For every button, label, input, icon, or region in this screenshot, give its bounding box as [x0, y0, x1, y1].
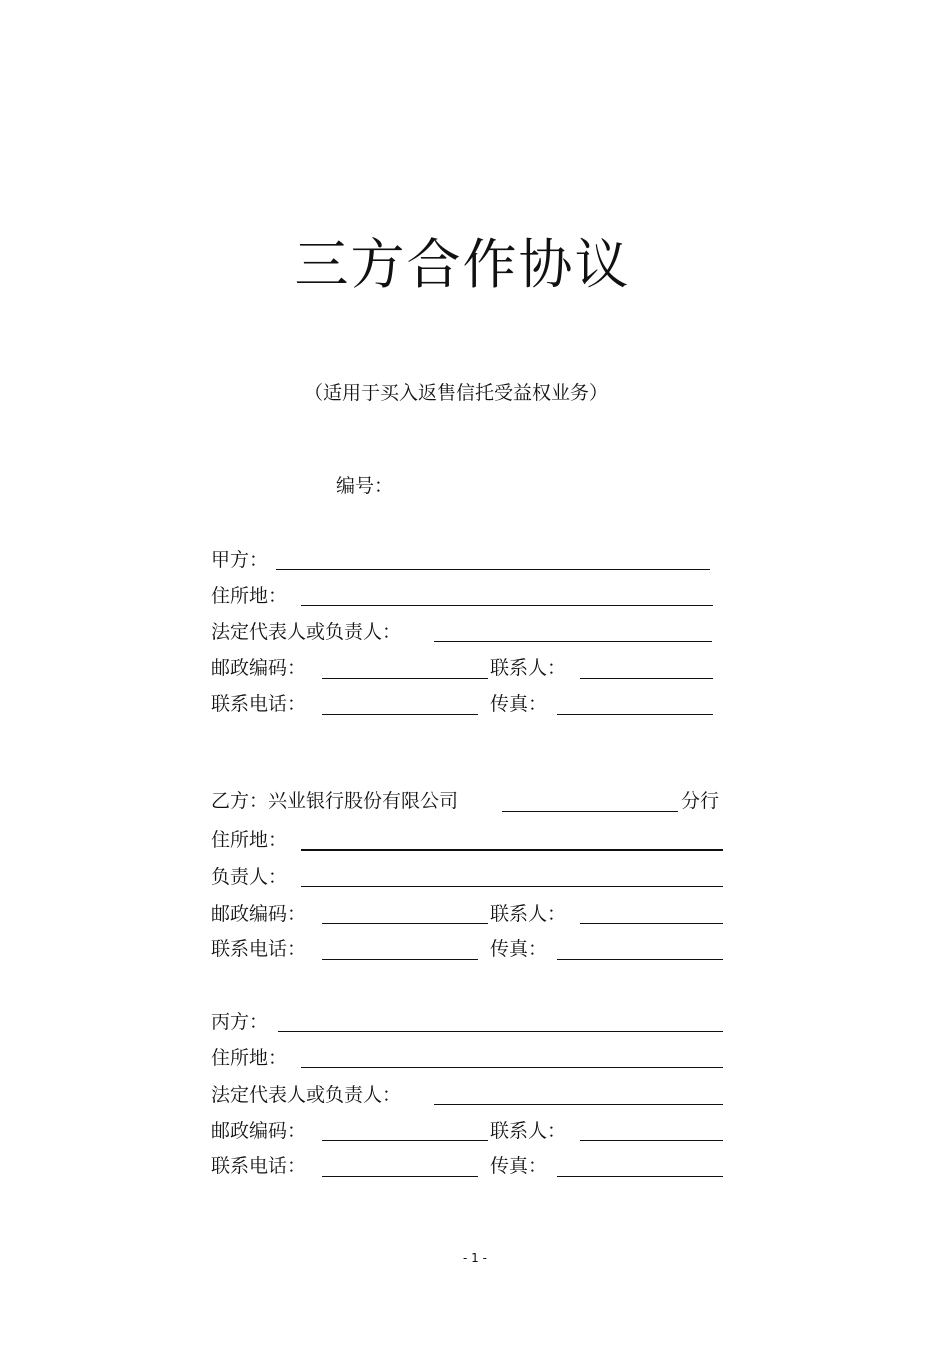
party-a-phone-label: 联系电话：: [211, 693, 307, 715]
party-a-contact-field[interactable]: [580, 678, 713, 679]
party-b-address-label: 住所地：: [211, 829, 288, 851]
party-c-name-label: 丙方：: [211, 1011, 269, 1033]
party-a-legal-rep-field[interactable]: [434, 641, 712, 642]
party-b-branch-suffix: 分行: [681, 790, 720, 812]
party-b-contact-label: 联系人：: [490, 903, 567, 925]
party-c-postcode-label: 邮政编码：: [211, 1120, 307, 1142]
party-c-legal-rep-field[interactable]: [434, 1104, 723, 1105]
party-a-fax-label: 传真：: [490, 693, 548, 715]
party-b-phone-label: 联系电话：: [211, 938, 307, 960]
party-b-contact-field[interactable]: [580, 923, 723, 924]
party-a-name-label: 甲方：: [211, 549, 269, 571]
party-b-postcode-label: 邮政编码：: [211, 903, 307, 925]
party-c-address-label: 住所地：: [211, 1047, 288, 1069]
party-c-address-field[interactable]: [301, 1067, 723, 1068]
party-b-postcode-field[interactable]: [322, 923, 488, 924]
party-c-phone-label: 联系电话：: [211, 1155, 307, 1177]
party-b-fax-field[interactable]: [557, 959, 723, 960]
party-c-contact-field[interactable]: [580, 1140, 723, 1141]
party-a-postcode-label: 邮政编码：: [211, 657, 307, 679]
party-c-contact-label: 联系人：: [490, 1120, 567, 1142]
party-b-phone-field[interactable]: [322, 959, 478, 960]
party-a-address-field[interactable]: [301, 605, 713, 606]
contract-number-label: 编号：: [336, 475, 394, 497]
party-a-postcode-field[interactable]: [322, 678, 488, 679]
party-b-address-field[interactable]: [301, 849, 723, 851]
party-b-responsible-label: 负责人：: [211, 866, 288, 888]
party-a-name-field[interactable]: [276, 569, 710, 570]
document-title: 三方合作协议: [294, 233, 631, 296]
party-b-fax-label: 传真：: [490, 938, 548, 960]
document-subtitle: （适用于买入返售信托受益权业务）: [303, 382, 608, 404]
party-c-legal-rep-label: 法定代表人或负责人：: [211, 1084, 402, 1106]
page-number: - 1 -: [463, 1251, 487, 1265]
party-a-fax-field[interactable]: [557, 714, 713, 715]
party-a-address-label: 住所地：: [211, 585, 288, 607]
party-c-name-field[interactable]: [278, 1031, 723, 1032]
party-b-name-label: 乙方：兴业银行股份有限公司: [211, 790, 459, 812]
party-c-phone-field[interactable]: [322, 1176, 478, 1177]
party-a-phone-field[interactable]: [322, 714, 478, 715]
party-b-branch-field[interactable]: [502, 811, 678, 812]
party-b-responsible-field[interactable]: [301, 886, 723, 887]
party-c-fax-field[interactable]: [557, 1176, 723, 1177]
party-a-contact-label: 联系人：: [490, 657, 567, 679]
party-a-legal-rep-label: 法定代表人或负责人：: [211, 621, 402, 643]
party-c-postcode-field[interactable]: [322, 1140, 488, 1141]
party-c-fax-label: 传真：: [490, 1155, 548, 1177]
